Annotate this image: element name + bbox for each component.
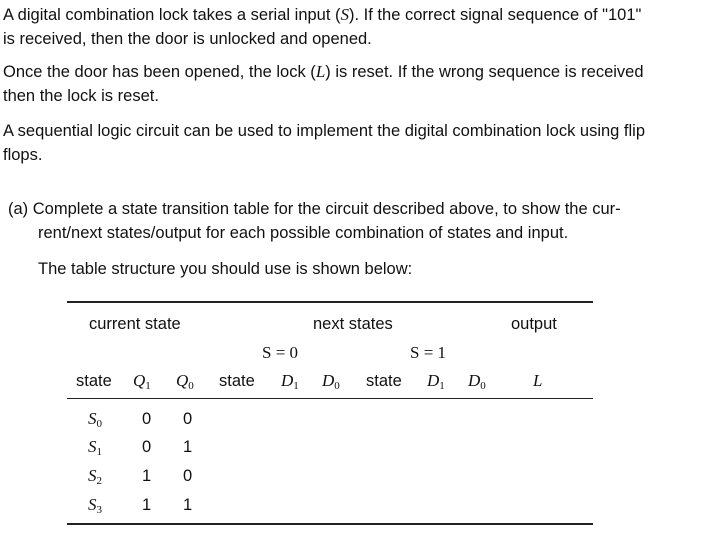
input-variable-s: S <box>340 5 350 24</box>
intro-p1-text-b: ). If the correct signal sequence of "101" <box>349 6 642 24</box>
row-q1-value: 1 <box>142 496 152 514</box>
table-top-rule <box>67 301 593 303</box>
intro-p2-text-c: then the lock is reset. <box>3 87 159 105</box>
col-q1: Q1 <box>133 371 151 392</box>
row-q1-value: 0 <box>142 410 152 428</box>
question-part-a <box>8 197 698 245</box>
table-row: S3 <box>88 495 102 516</box>
row-q0-value: 0 <box>183 410 193 428</box>
col-q0: Q0 <box>176 371 194 392</box>
intro-p3-text-a: A sequential logic circuit can be used to implement the digital combination lock using flip <box>3 122 646 140</box>
header-input-s1: S = 1 <box>410 343 447 362</box>
col-d0-s1: D0 <box>468 371 486 392</box>
col-next1-state: state <box>366 372 402 390</box>
header-next-states: next states <box>313 315 393 333</box>
col-d1-s0: D1 <box>281 371 299 392</box>
col-d0-s0: D0 <box>322 371 340 392</box>
table-row: S2 <box>88 466 102 487</box>
intro-p3-text-b: flops. <box>3 146 43 164</box>
table-header-rule <box>67 398 593 399</box>
table-row: S0 <box>88 409 102 430</box>
row-q0-value: 1 <box>183 496 193 514</box>
col-d1-s1: D1 <box>427 371 445 392</box>
part-a-line-1: Complete a state transition table for the circuit described above, to show the cur- <box>32 200 621 218</box>
header-input-s0: S = 0 <box>262 343 299 362</box>
row-q0-value: 1 <box>183 438 193 456</box>
intro-p1-text-a: A digital combination lock takes a serial input ( <box>3 6 341 24</box>
header-output: output <box>511 315 557 333</box>
table-instruction: The table structure you should use is shown below: <box>38 260 413 278</box>
part-a-label: (a) <box>8 200 29 218</box>
col-output-l: L <box>533 371 543 390</box>
header-current-state: current state <box>89 315 181 333</box>
col-state: state <box>76 372 112 390</box>
intro-paragraph-1 <box>3 3 698 51</box>
output-variable-l: L <box>315 62 326 81</box>
table-row: S1 <box>88 437 102 458</box>
row-q0-value: 0 <box>183 467 193 485</box>
row-q1-value: 1 <box>142 467 152 485</box>
intro-p2-text-b: ) is reset. If the wrong sequence is received <box>325 63 644 81</box>
intro-p2-text-a: Once the door has been opened, the lock ( <box>3 63 316 81</box>
intro-p1-text-c: is received, then the door is unlocked and opened. <box>3 30 372 48</box>
intro-paragraph-3 <box>3 119 698 167</box>
intro-paragraph-2 <box>3 60 698 108</box>
row-q1-value: 0 <box>142 438 152 456</box>
part-a-line-2: rent/next states/output for each possible combination of states and input. <box>38 224 569 242</box>
table-bottom-rule <box>67 523 593 525</box>
col-next0-state: state <box>219 372 255 390</box>
